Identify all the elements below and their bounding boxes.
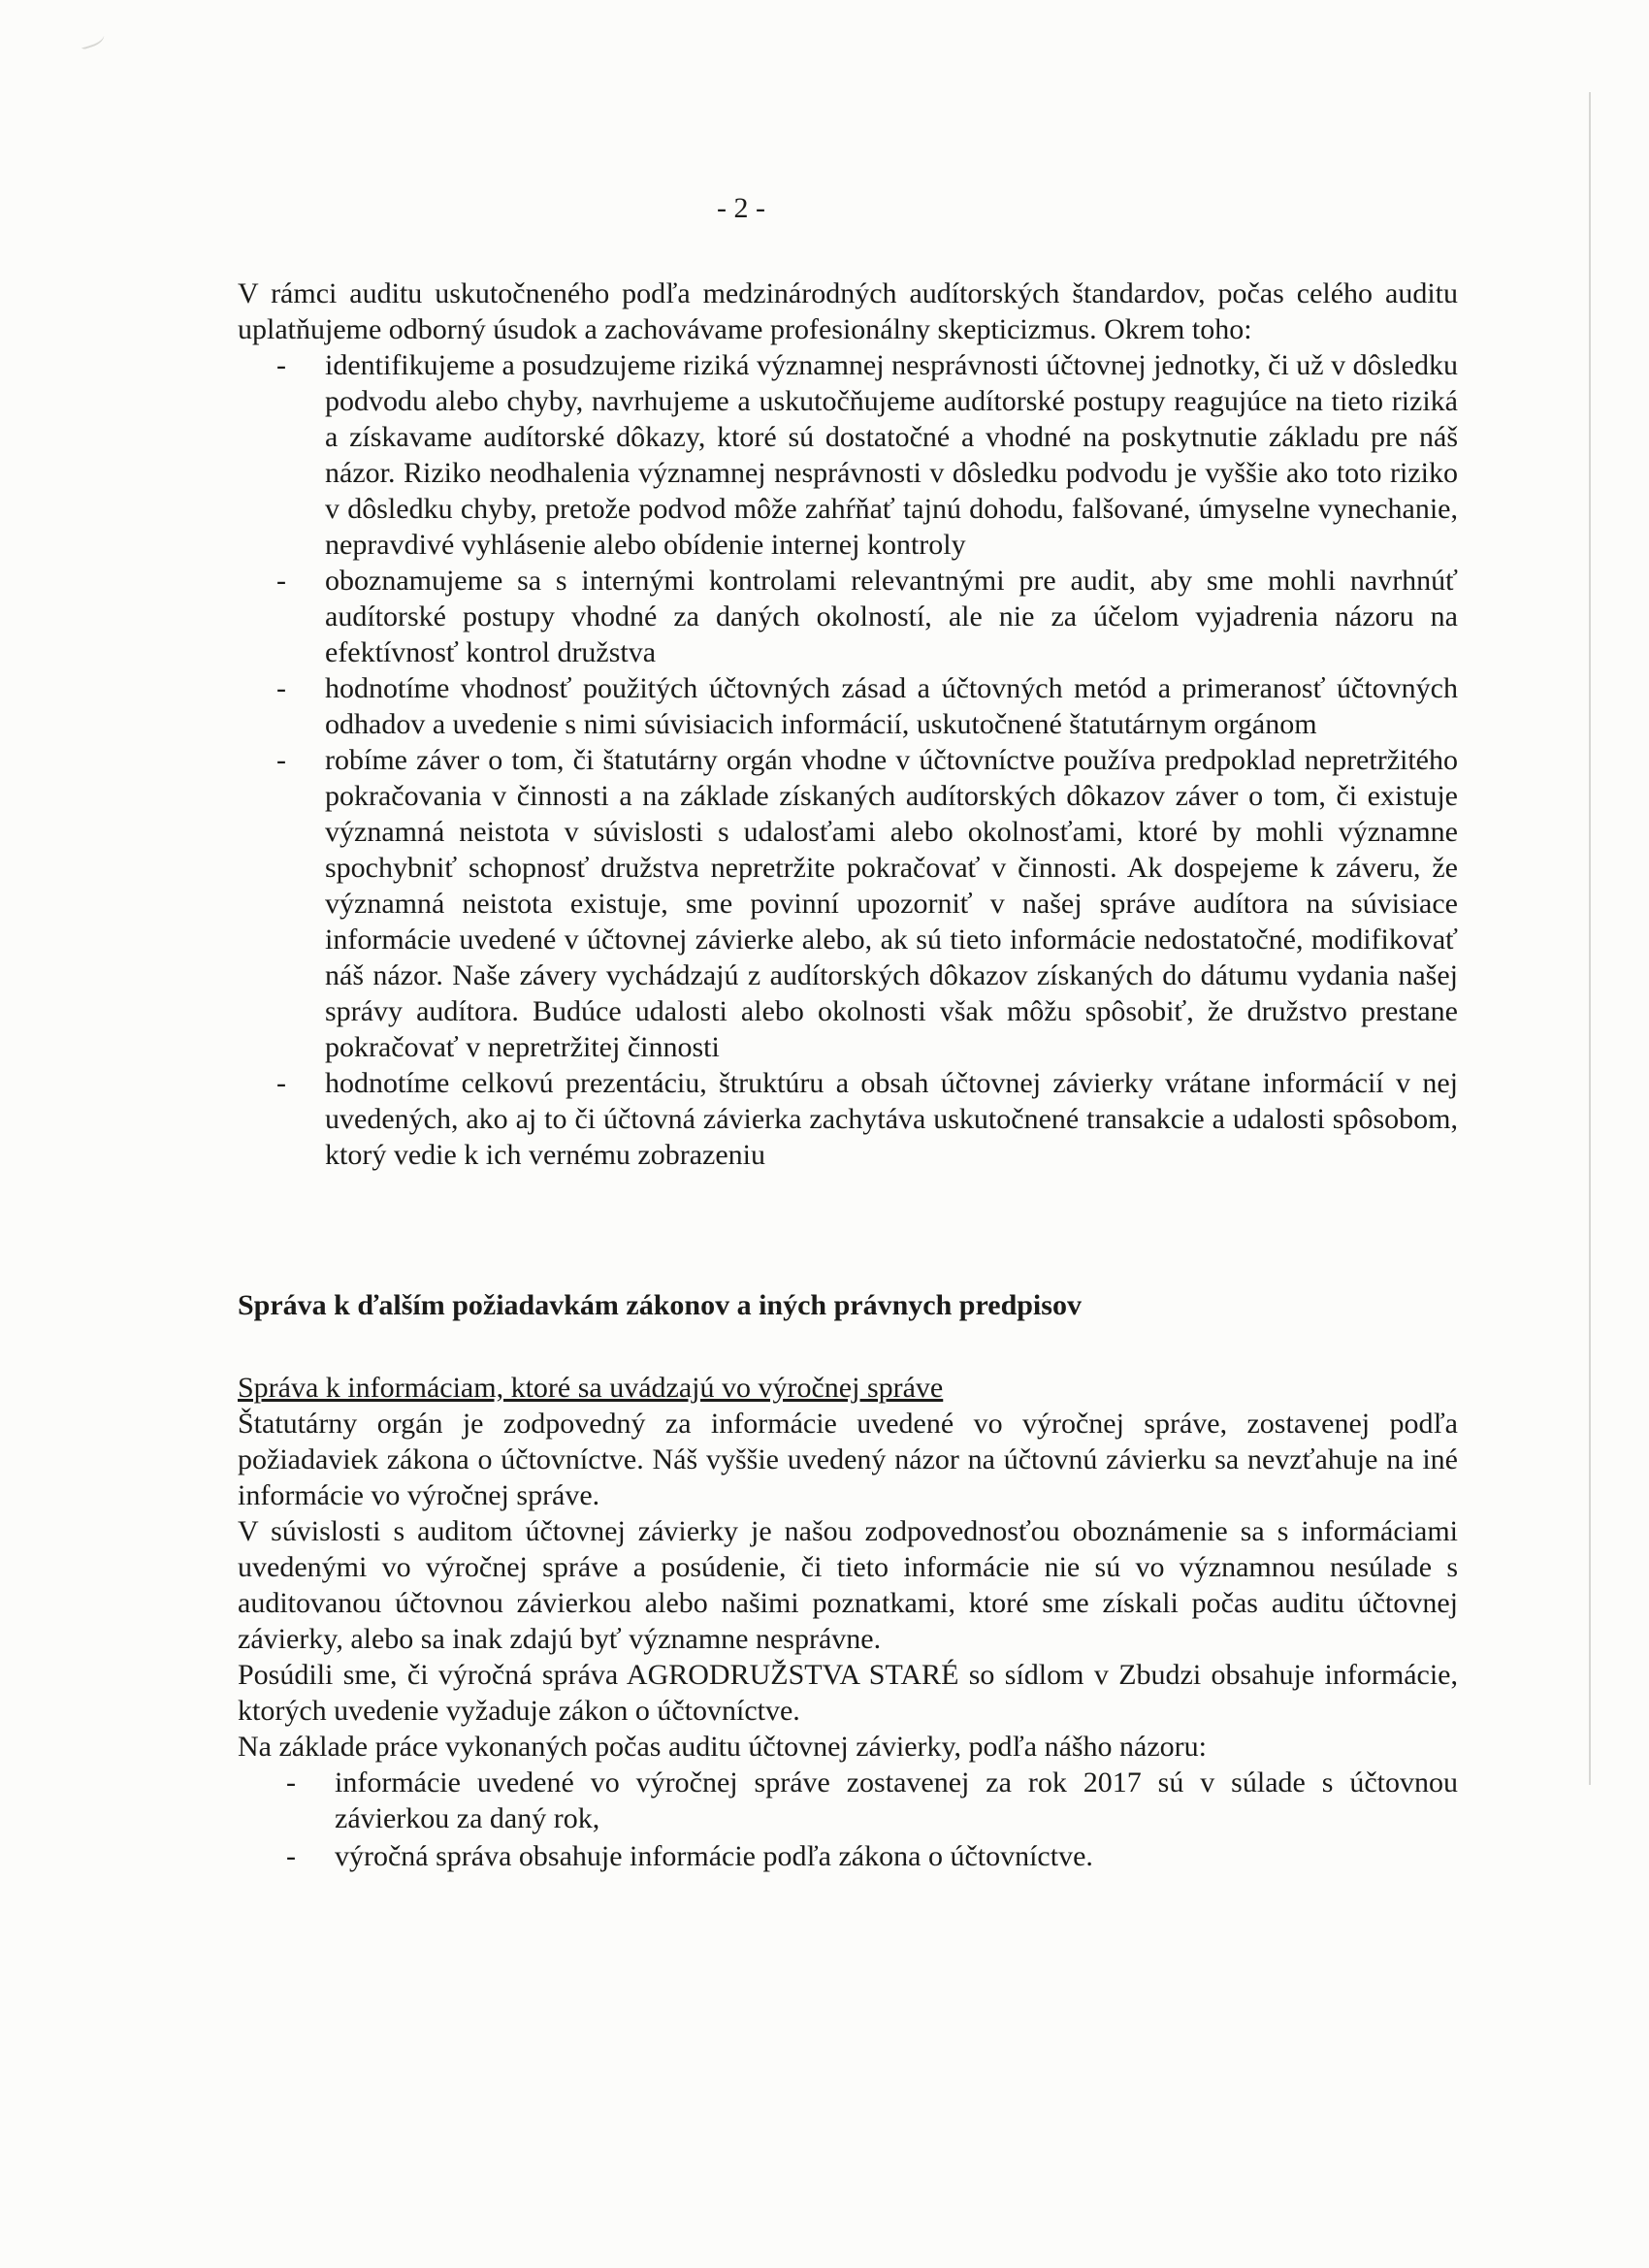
audit-bullet-list [238, 347, 1458, 1173]
list-item [238, 563, 1458, 670]
list-item-text: identifikujeme a posudzujeme riziká významnej nesprávnosti účtovnej jednotky, či už v dôsledku podvodu alebo chyby, navrhujeme a uskutočňujeme audítorské postupy reagujúce na tieto riziká a získavame audítorské dôkazy, ktoré sú dostatočné a vhodné na poskytnutie základu pre náš názor. Riziko neodhalenia významnej nesprávnosti v dôsledku podvodu je vyššie ako toto riziko v dôsledku chyby, pretože podvod môže zahŕňať tajnú dohodu, falšované, úmyselne vynechanie, nepravdivé vyhlásenie alebo obídenie internej kontroly [325, 349, 1458, 561]
list-item-text: oboznamujeme sa s internými kontrolami relevantnými pre audit, aby sme mohli navrhnúť audítorské postupy vhodné za daných okolností, ale nie za účelom vyjadrenia názoru na efektívnosť kontrol družstva [325, 565, 1458, 668]
conclusion-bullet-list [238, 1765, 1458, 1874]
list-item-text: hodnotíme celkovú prezentáciu, štruktúru a obsah účtovnej závierky vrátane informácií v nej uvedených, ako aj to či účtovná závierka zachytáva uskutočnené transakcie a udalosti spôsobom, ktorý vedie k ich vernému zobrazeniu [325, 1067, 1458, 1171]
dash-marker: - [276, 672, 286, 704]
dash-marker: - [276, 744, 286, 776]
list-item [238, 1838, 1458, 1874]
paragraph: Na základe práce vykonaných počas auditu účtovnej závierky, podľa nášho názoru: [238, 1731, 1208, 1763]
document-content [238, 192, 1458, 1874]
paragraph: Štatutárny orgán je zodpovedný za informácie uvedené vo výročnej správe, zostavenej podľa požiadaviek zákona o účtovníctve. Náš vyššie uvedený názor na účtovnú závierku sa nevzťahuje na iné informácie vo výročnej správe. [238, 1408, 1458, 1511]
section-title: Správa k ďalším požiadavkám zákonov a iných právnych predpisov [238, 1289, 1082, 1321]
list-item [238, 670, 1458, 742]
dash-marker: - [276, 349, 286, 381]
paragraph: V súvislosti s auditom účtovnej závierky je našou zodpovednosťou oboznámenie sa s informáciami uvedenými vo výročnej správe a posúdenie, či tieto informácie nie sú vo významnou nesúlade s auditovanou účtovnou závierkou alebo našimi poznatkami, ktoré sme získali počas auditu účtovnej závierky, alebo sa inak zdajú byť významne nesprávne. [238, 1515, 1458, 1655]
audit-intro-paragraph: V rámci auditu uskutočneného podľa medzinárodných audítorských štandardov, počas celého auditu uplatňujeme odborný úsudok a zachovávame profesionálny skepticizmus. Okrem toho: [238, 277, 1458, 345]
section-subtitle: Správa k informáciam, ktoré sa uvádzajú vo výročnej správe [238, 1372, 944, 1404]
dash-marker: - [286, 1840, 296, 1872]
list-item-text: robíme záver o tom, či štatutárny orgán vhodne v účtovníctve používa predpoklad nepretržitého pokračovania v činnosti a na základe získaných audítorských dôkazov záver o tom, či existuje významná neistota v súvislosti s udalosťami alebo okolnosťami, ktoré by mohli významne spochybniť schopnosť družstva nepretržite pokračovať v činnosti. Ak dospejeme k záveru, že významná neistota existuje, sme povinní upozorniť v našej správe audítora na súvisiace informácie uvedené v účtovnej závierke alebo, ak sú tieto informácie nedostatočné, modifikovať náš názor. Naše závery vychádzajú z audítorských dôkazov získaných do dátumu vydania našej správy audítora. Budúce udalosti alebo okolnosti však môžu spôsobiť, že družstvo prestane pokračovať v nepretržitej činnosti [325, 744, 1458, 1063]
scan-artifact-mark [78, 29, 106, 49]
page-number: - 2 - [717, 192, 765, 224]
list-item-text: hodnotíme vhodnosť použitých účtovných zásad a účtovných metód a primeranosť účtovných odhadov a uvedenie s nimi súvisiacich informácií, uskutočnené štatutárnym orgánom [325, 672, 1458, 740]
list-item [238, 1065, 1458, 1173]
list-item [238, 1765, 1458, 1836]
list-item [238, 347, 1458, 563]
list-item-text: informácie uvedené vo výročnej správe zostavenej za rok 2017 sú v súlade s účtovnou závierkou za daný rok, [335, 1766, 1458, 1834]
paragraph: Posúdili sme, či výročná správa AGRODRUŽSTVA STARÉ so sídlom v Zbudzi obsahuje informácie, ktorých uvedenie vyžaduje zákon o účtovníctve. [238, 1659, 1458, 1727]
list-item [238, 742, 1458, 1065]
dash-marker: - [276, 565, 286, 597]
dash-marker: - [276, 1067, 286, 1099]
scan-artifact-line [1589, 92, 1591, 1785]
list-item-text: výročná správa obsahuje informácie podľa zákona o účtovníctve. [335, 1840, 1093, 1872]
dash-marker: - [286, 1766, 296, 1798]
